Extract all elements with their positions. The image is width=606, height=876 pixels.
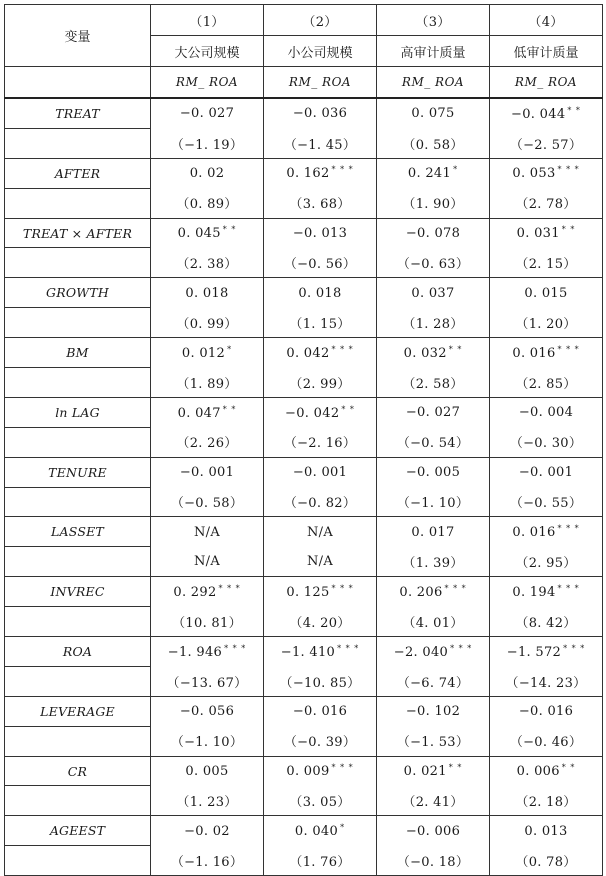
- coef-cell: [377, 577, 490, 607]
- coef-cell: [151, 218, 264, 248]
- col-group-3: 高审计质量: [377, 36, 490, 67]
- tstat-blank: [5, 607, 151, 637]
- significance-stars: * * *: [331, 165, 354, 175]
- coef-value: 0. 125: [286, 584, 330, 600]
- coef-value: −0. 016: [292, 704, 348, 719]
- variable-name: TREAT: [5, 98, 151, 128]
- coef-cell: [264, 517, 377, 547]
- header-row-numbers: [5, 5, 603, 36]
- tstat-cell: （0. 99）: [151, 308, 264, 338]
- significance-stars: * * *: [331, 583, 354, 593]
- coef-cell: [264, 696, 377, 726]
- coef-cell: [151, 756, 264, 786]
- coef-value: −0. 001: [179, 464, 235, 480]
- tstat-cell: （−1. 45）: [264, 128, 377, 158]
- significance-stars: * * *: [563, 643, 586, 653]
- tstat-cell: N/A: [151, 547, 264, 577]
- coef-row: [5, 218, 603, 248]
- tstat-cell: （−2. 16）: [264, 427, 377, 457]
- coef-value: −0. 005: [405, 464, 461, 480]
- col-group-1: 大公司规模: [151, 36, 264, 67]
- coef-cell: [490, 517, 603, 547]
- tstat-cell: （−0. 82）: [264, 487, 377, 517]
- significance-stars: * *: [341, 404, 355, 414]
- tstat-cell: （0. 58）: [377, 128, 490, 158]
- coef-value: 0. 040: [294, 824, 339, 840]
- coef-cell: [490, 756, 603, 786]
- coef-value: 0. 032: [403, 345, 447, 361]
- coef-value: −1. 572: [506, 644, 562, 660]
- variable-name: ln LAG: [5, 397, 151, 427]
- variable-name: AGEEST: [5, 816, 151, 846]
- coef-cell: [490, 637, 603, 667]
- coef-value: 0. 016: [512, 525, 556, 541]
- tstat-row: [5, 487, 603, 517]
- coef-cell: [264, 457, 377, 487]
- tstat-cell: （−1. 19）: [151, 128, 264, 158]
- tstat-blank: [5, 128, 151, 158]
- variable-header: 变量: [5, 5, 151, 67]
- tstat-blank: [5, 786, 151, 816]
- tstat-blank: [5, 308, 151, 338]
- col-group-2: 小公司规模: [264, 36, 377, 67]
- tstat-cell: （4. 01）: [377, 607, 490, 637]
- tstat-cell: （−0. 30）: [490, 427, 603, 457]
- coef-value: 0. 016: [512, 345, 556, 361]
- coef-cell: [264, 98, 377, 128]
- coef-cell: [490, 218, 603, 248]
- coef-row: [5, 577, 603, 607]
- coef-value: 0. 045: [177, 226, 221, 242]
- significance-stars: * * *: [218, 583, 241, 593]
- significance-stars: * *: [448, 344, 463, 354]
- tstat-row: [5, 726, 603, 756]
- coef-value: N/A: [306, 524, 334, 540]
- coef-value: −0. 036: [292, 106, 348, 122]
- coef-value: −0. 027: [405, 405, 461, 421]
- coef-value: N/A: [193, 524, 221, 540]
- significance-stars: * * *: [557, 165, 580, 175]
- tstat-cell: （2. 85）: [490, 368, 603, 398]
- coef-cell: [151, 338, 264, 368]
- tstat-cell: （−0. 18）: [377, 846, 490, 876]
- coef-value: −0. 078: [405, 225, 461, 241]
- tstat-cell: （−1. 10）: [377, 487, 490, 517]
- coef-cell: [151, 696, 264, 726]
- coef-cell: [151, 517, 264, 547]
- coef-cell: [377, 637, 490, 667]
- coef-cell: [377, 756, 490, 786]
- tstat-blank: [5, 846, 151, 876]
- coef-value: −0. 056: [179, 704, 235, 719]
- coef-value: −0. 004: [518, 405, 574, 421]
- coef-cell: [151, 637, 264, 667]
- coef-row: [5, 816, 603, 846]
- tstat-row: [5, 248, 603, 278]
- coef-cell: [377, 338, 490, 368]
- dep-var-3: RM_ ROA: [377, 67, 490, 99]
- coef-value: 0. 194: [512, 584, 556, 600]
- variable-name: CR: [5, 756, 151, 786]
- tstat-cell: （2. 18）: [490, 786, 603, 816]
- coef-value: −0. 016: [518, 704, 574, 719]
- coef-row: [5, 98, 603, 128]
- tstat-cell: （1. 39）: [377, 547, 490, 577]
- coef-value: −1. 946: [167, 644, 223, 660]
- coef-cell: [264, 338, 377, 368]
- coef-cell: [377, 457, 490, 487]
- coef-cell: [490, 457, 603, 487]
- tstat-cell: （−10. 85）: [264, 666, 377, 696]
- tstat-cell: （1. 23）: [151, 786, 264, 816]
- tstat-cell: （2. 15）: [490, 248, 603, 278]
- coef-cell: [377, 98, 490, 128]
- coef-cell: [151, 278, 264, 308]
- coef-cell: [151, 457, 264, 487]
- tstat-cell: （−0. 63）: [377, 248, 490, 278]
- col-number-2: （2）: [264, 5, 377, 36]
- tstat-cell: （8. 42）: [490, 607, 603, 637]
- coef-value: 0. 013: [524, 823, 568, 839]
- tstat-blank: [5, 427, 151, 457]
- tstat-cell: （2. 78）: [490, 188, 603, 218]
- coef-cell: [151, 397, 264, 427]
- tstat-row: [5, 846, 603, 876]
- tstat-blank: [5, 487, 151, 517]
- tstat-cell: （1. 20）: [490, 308, 603, 338]
- coef-value: 0. 047: [177, 405, 221, 421]
- tstat-row: [5, 128, 603, 158]
- coef-cell: [490, 98, 603, 128]
- coef-cell: [490, 278, 603, 308]
- coef-row: [5, 696, 603, 726]
- coef-value: 0. 075: [411, 106, 455, 122]
- tstat-blank: [5, 248, 151, 278]
- tstat-cell: （2. 26）: [151, 427, 264, 457]
- coef-value: 0. 012: [181, 345, 226, 361]
- coef-row: [5, 338, 603, 368]
- significance-stars: * * *: [331, 344, 354, 354]
- regression-table-container: [4, 4, 602, 876]
- significance-stars: * *: [222, 404, 237, 414]
- tstat-row: [5, 368, 603, 398]
- tstat-cell: （2. 99）: [264, 368, 377, 398]
- tstat-cell: （−1. 53）: [377, 726, 490, 756]
- coef-value: 0. 021: [403, 764, 447, 780]
- tstat-cell: （2. 38）: [151, 248, 264, 278]
- tstat-blank: [5, 666, 151, 696]
- coef-cell: [264, 218, 377, 248]
- tstat-blank: [5, 188, 151, 218]
- significance-stars: * *: [448, 763, 463, 773]
- coef-cell: [377, 397, 490, 427]
- coef-value: 0. 015: [524, 285, 568, 301]
- significance-stars: * *: [561, 225, 576, 235]
- tstat-cell: （−0. 46）: [490, 726, 603, 756]
- tstat-cell: （2. 41）: [377, 786, 490, 816]
- tstat-cell: （−1. 16）: [151, 846, 264, 876]
- tstat-row: [5, 188, 603, 218]
- tstat-cell: （−0. 39）: [264, 726, 377, 756]
- tstat-cell: （0. 78）: [490, 846, 603, 876]
- depvar-blank: [5, 67, 151, 99]
- tstat-cell: （2. 95）: [490, 547, 603, 577]
- tstat-cell: （−0. 56）: [264, 248, 377, 278]
- variable-name: INVREC: [5, 577, 151, 607]
- significance-stars: * * *: [337, 643, 360, 653]
- tstat-cell: （−0. 55）: [490, 487, 603, 517]
- coef-row: [5, 637, 603, 667]
- coef-value: −0. 042: [285, 405, 340, 421]
- significance-stars: * *: [561, 763, 576, 773]
- coef-cell: [264, 637, 377, 667]
- significance-stars: * * *: [444, 583, 467, 593]
- variable-name: BM: [5, 338, 151, 368]
- coef-value: −0. 013: [292, 225, 348, 241]
- coef-cell: [151, 158, 264, 188]
- coef-cell: [377, 218, 490, 248]
- coef-value: 0. 206: [399, 584, 443, 600]
- coef-cell: [377, 517, 490, 547]
- tstat-row: [5, 786, 603, 816]
- coef-value: −0. 044: [511, 106, 566, 122]
- tstat-row: [5, 427, 603, 457]
- coef-cell: [490, 696, 603, 726]
- variable-name: TREAT × AFTER: [5, 218, 151, 248]
- coef-value: 0. 292: [173, 584, 217, 600]
- significance-stars: * * *: [450, 643, 473, 653]
- regression-table: [4, 4, 603, 876]
- coef-cell: [490, 158, 603, 188]
- coef-value: −0. 02: [184, 823, 230, 839]
- coef-cell: [264, 278, 377, 308]
- tstat-cell: （1. 90）: [377, 188, 490, 218]
- coef-cell: [151, 98, 264, 128]
- col-number-4: （4）: [490, 5, 603, 36]
- significance-stars: * *: [222, 225, 237, 235]
- tstat-blank: [5, 547, 151, 577]
- coef-row: [5, 517, 603, 547]
- variable-name: AFTER: [5, 158, 151, 188]
- coef-cell: [377, 158, 490, 188]
- tstat-cell: （2. 58）: [377, 368, 490, 398]
- tstat-cell: （1. 15）: [264, 308, 377, 338]
- coef-value: 0. 009: [286, 764, 330, 780]
- coef-value: 0. 053: [512, 166, 556, 182]
- tstat-cell: （−14. 23）: [490, 666, 603, 696]
- variable-name: GROWTH: [5, 278, 151, 308]
- tstat-cell: （1. 76）: [264, 846, 377, 876]
- tstat-cell: N/A: [264, 547, 377, 577]
- coef-value: 0. 031: [516, 226, 560, 242]
- coef-value: −1. 410: [280, 644, 336, 660]
- significance-stars: *: [227, 344, 233, 354]
- coef-cell: [490, 816, 603, 846]
- coef-cell: [377, 696, 490, 726]
- tstat-row: [5, 547, 603, 577]
- variable-name: LEVERAGE: [5, 696, 151, 726]
- coef-cell: [377, 816, 490, 846]
- tstat-cell: （−0. 54）: [377, 427, 490, 457]
- tstat-cell: （10. 81）: [151, 607, 264, 637]
- coef-value: 0. 018: [185, 285, 229, 301]
- significance-stars: * * *: [224, 643, 247, 653]
- coef-value: 0. 006: [516, 764, 560, 780]
- tstat-blank: [5, 726, 151, 756]
- significance-stars: * * *: [557, 344, 580, 354]
- tstat-cell: （−13. 67）: [151, 666, 264, 696]
- significance-stars: *: [453, 165, 459, 175]
- tstat-cell: （4. 20）: [264, 607, 377, 637]
- coef-cell: [264, 756, 377, 786]
- tstat-cell: （−0. 58）: [151, 487, 264, 517]
- coef-cell: [151, 577, 264, 607]
- significance-stars: * *: [567, 105, 581, 115]
- coef-value: −0. 001: [518, 464, 574, 480]
- tstat-row: [5, 607, 603, 637]
- coef-row: [5, 278, 603, 308]
- coef-value: −0. 027: [179, 106, 235, 122]
- significance-stars: *: [340, 823, 346, 833]
- tstat-row: [5, 308, 603, 338]
- coef-value: −0. 006: [405, 823, 461, 839]
- significance-stars: * * *: [557, 583, 580, 593]
- coef-row: [5, 397, 603, 427]
- tstat-blank: [5, 368, 151, 398]
- coef-cell: [151, 816, 264, 846]
- tstat-cell: （−6. 74）: [377, 666, 490, 696]
- variable-name: ROA: [5, 637, 151, 667]
- coef-row: [5, 457, 603, 487]
- coef-value: 0. 162: [286, 166, 330, 182]
- tstat-cell: （−2. 57）: [490, 128, 603, 158]
- coef-value: 0. 018: [298, 285, 342, 301]
- dep-var-2: RM_ ROA: [264, 67, 377, 99]
- variable-name: LASSET: [5, 517, 151, 547]
- coef-value: −0. 102: [405, 704, 461, 719]
- dep-var-1: RM_ ROA: [151, 67, 264, 99]
- tstat-cell: （1. 28）: [377, 308, 490, 338]
- coef-row: [5, 756, 603, 786]
- coef-value: 0. 241: [407, 166, 452, 182]
- coef-row: [5, 158, 603, 188]
- tstat-cell: （3. 05）: [264, 786, 377, 816]
- coef-value: 0. 037: [411, 285, 455, 301]
- coef-cell: [264, 158, 377, 188]
- coef-value: 0. 042: [286, 345, 330, 361]
- coef-cell: [490, 397, 603, 427]
- tstat-row: [5, 666, 603, 696]
- tstat-cell: （0. 89）: [151, 188, 264, 218]
- col-number-3: （3）: [377, 5, 490, 36]
- tstat-cell: （−1. 10）: [151, 726, 264, 756]
- coef-cell: [264, 397, 377, 427]
- coef-cell: [490, 338, 603, 368]
- col-group-4: 低审计质量: [490, 36, 603, 67]
- tstat-cell: （3. 68）: [264, 188, 377, 218]
- coef-cell: [377, 278, 490, 308]
- coef-value: −2. 040: [393, 644, 449, 660]
- dep-var-4: RM_ ROA: [490, 67, 603, 99]
- significance-stars: * * *: [331, 763, 354, 773]
- coef-cell: [490, 577, 603, 607]
- coef-value: −0. 001: [292, 464, 348, 480]
- header-row-depvar: [5, 67, 603, 99]
- coef-cell: [264, 816, 377, 846]
- significance-stars: * * *: [557, 524, 580, 534]
- variable-name: TENURE: [5, 457, 151, 487]
- col-number-1: （1）: [151, 5, 264, 36]
- tstat-cell: （1. 89）: [151, 368, 264, 398]
- coef-value: 0. 017: [411, 524, 455, 540]
- coef-value: 0. 02: [189, 165, 225, 181]
- coef-cell: [264, 577, 377, 607]
- coef-value: 0. 005: [185, 763, 229, 779]
